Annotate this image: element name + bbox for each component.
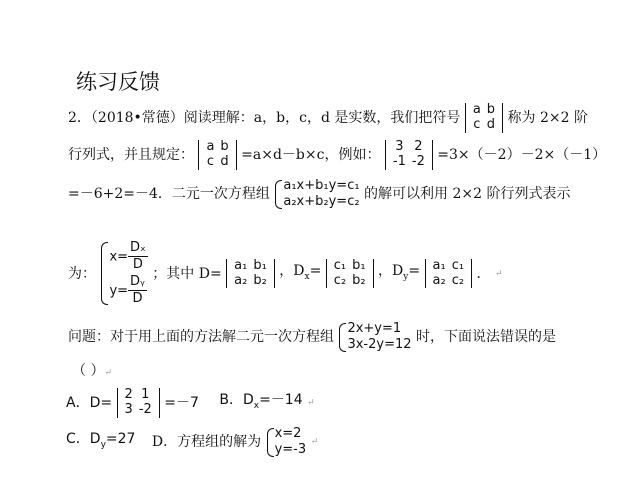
problem-line-2 xyxy=(68,140,606,170)
label-dx: ，$D_x=$ xyxy=(279,262,322,282)
option-d-label: D．方程组的解为 xyxy=(151,434,262,451)
det-rule: a b c d xyxy=(198,140,236,170)
problem-line-4 xyxy=(68,240,503,307)
solution-label: 为： xyxy=(68,265,96,282)
problem-line-3 xyxy=(68,178,570,211)
option-a-label: A．D= xyxy=(66,394,113,411)
return-mark-icon: ↵ xyxy=(104,368,112,378)
det-example: 3 2 -1 -2 xyxy=(385,140,433,170)
det-option-a: 2 1 3 -2 xyxy=(117,388,160,418)
problem-intro: 2．（2018•常德）阅读理解：a，b，c，d 是实数，我们把符号 xyxy=(68,109,461,126)
period: ． xyxy=(476,265,491,282)
question-text-after: 时，下面说法错误的是 xyxy=(415,329,556,346)
method-text: 的解可以利用 2×2 阶行列式表示 xyxy=(364,186,571,203)
return-mark-icon: ↵ xyxy=(495,268,503,279)
example-result: =3×（－2）－2×（－1） xyxy=(437,146,607,163)
options-cd xyxy=(66,426,318,459)
return-mark-icon: ↵ xyxy=(307,397,315,408)
option-a-value: =－7 xyxy=(164,394,199,411)
options-ab xyxy=(66,388,315,418)
return-mark-icon: ↵ xyxy=(310,437,319,448)
solution-option-d: x=2 y=-3 xyxy=(266,426,307,459)
system-general: a₁x+b₁y=c₁ a₂x+b₂y=c₂ xyxy=(274,178,359,211)
system-question: 2x+y=1 3x-2y=12 xyxy=(338,321,411,354)
solution-formula: x= $\frac{\text{Dₓ}}{D}$ y= $\frac{\text{Dᵧ}}{D}$ xyxy=(100,240,147,307)
option-b: B．$D_x=-14$ xyxy=(219,392,303,411)
where-d: ；其中 D= xyxy=(152,265,222,282)
problem-line-1 xyxy=(68,103,588,133)
label-dy: ，$D_y=$ xyxy=(378,262,421,282)
question-line xyxy=(68,321,556,354)
det-D: a₁ b₁ a₂ b₂ xyxy=(226,259,275,289)
question-text: 问题：对于用上面的方法解二元一次方程组 xyxy=(68,329,334,346)
page-title: 练习反馈 xyxy=(76,70,160,94)
answer-paren: （ ）↵ xyxy=(72,363,112,379)
rule-formula: =a×d－b×c，例如： xyxy=(241,146,381,163)
rule-text: 行列式，并且规定： xyxy=(68,146,194,163)
det-Dx: c₁ b₁ c₂ b₂ xyxy=(326,259,374,289)
det-symbol: a b c d xyxy=(465,103,503,133)
option-c: C．$D_y=27$ xyxy=(66,431,136,451)
problem-intro-after: 称为 2×2 阶 xyxy=(507,109,588,126)
example-continued: =－6+2=－4．二元一次方程组 xyxy=(68,186,270,203)
det-Dy: a₁ c₁ a₂ c₂ xyxy=(425,259,473,289)
